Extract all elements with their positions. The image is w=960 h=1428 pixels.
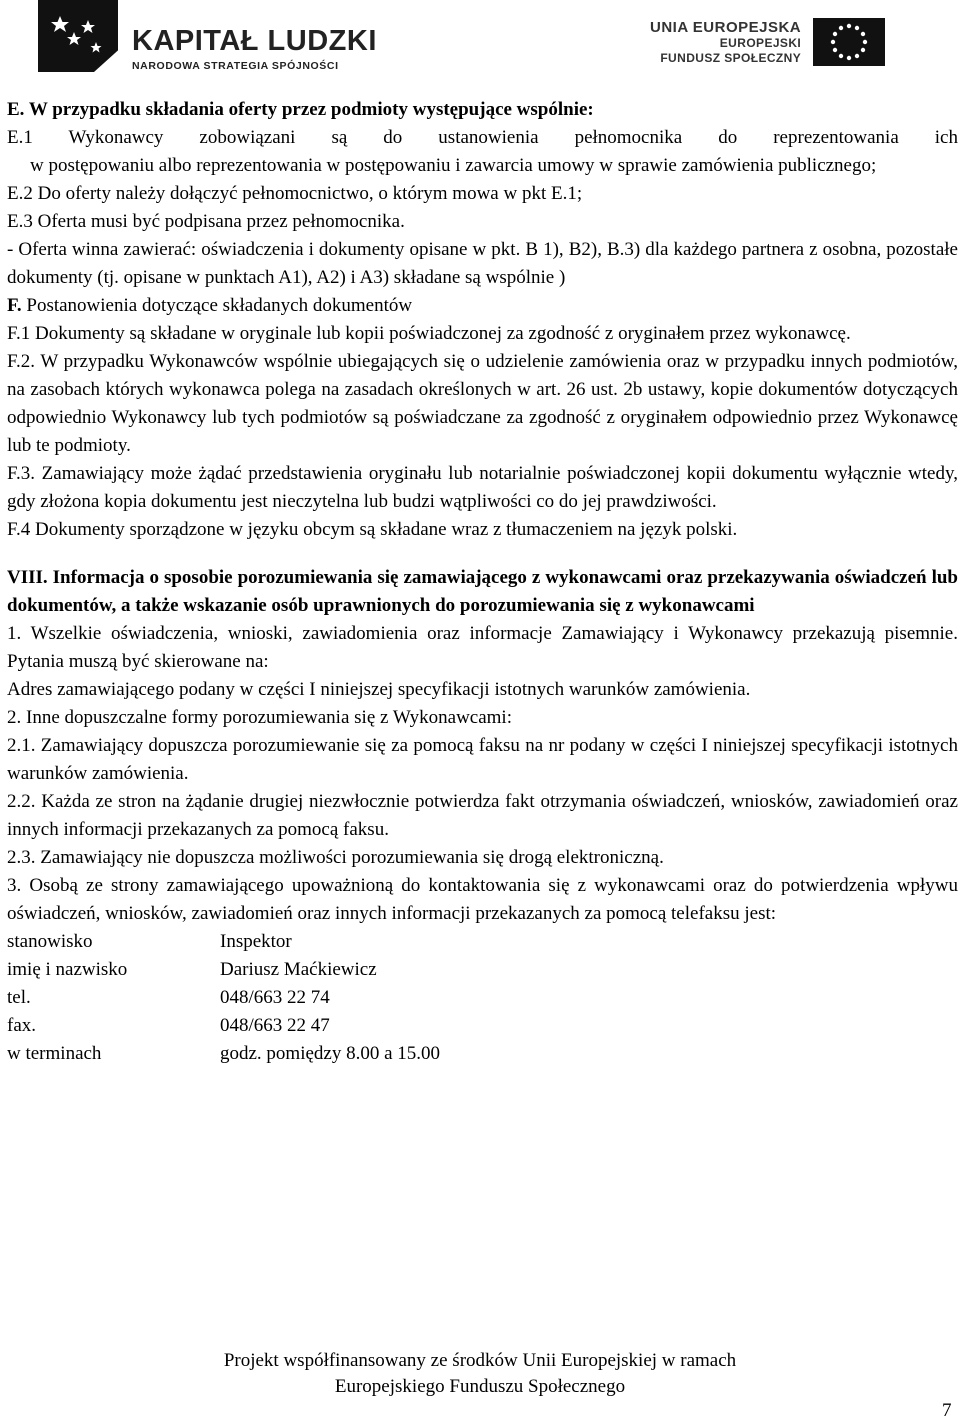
footer-line1: Projekt współfinansowany ze środków Unii Europejskiej w ramach [223,1350,737,1371]
contact-label: w terminach [7,1043,102,1064]
contact-label: stanowisko [7,931,93,952]
section-viii-heading: VIII. Informacja o sposobie porozumiewania się zamawiającego z wykonawcami oraz przekazywania oświadczeń lub dokumentów, a także wskazanie osób uprawnionych do porozumiewania się z wykonawcami [7,567,958,616]
e1-first-line: E.1 Wykonawcy zobowiązani są do ustanowienia pełnomocnika do reprezentowania ich [7,127,958,148]
f3-paragraph: F.3. Zamawiający może żądać przedstawienia oryginału lub notarialnie poświadczonej kopii dokumentu wyłącznie wtedy, gdy złożona kopia dokumentu jest nieczytelna lub budzi wątpliwości co do jej prawdziwości. [7,463,958,512]
viii-p23: 2.3. Zamawiający nie dopuszcza możliwości porozumiewania się drogą elektroniczną. [7,847,664,868]
viii-p3: 3. Osobą ze strony zamawiającego upoważnioną do kontaktowania się z wykonawcami oraz do potwierdzenia wpływu oświadczeń, wniosków, zawiadomień oraz innych informacji przekazanych za pomocą telefaksu jest: [7,875,958,924]
kapital-ludzki-subtitle: NARODOWA STRATEGIA SPÓJNOŚCI [132,60,339,72]
contact-label: tel. [7,987,31,1008]
e1-continuation: w postępowaniu albo reprezentowania w postępowaniu i zawarcia umowy w sprawie zamówienia publicznego; [30,155,877,176]
page-footer [0,1348,960,1400]
viii-p1: 1. Wszelkie oświadczenia, wnioski, zawiadomienia oraz informacje Zamawiający i Wykonawcy przekazują pisemnie. Pytania muszą być skierowane na: [7,623,958,672]
viii-p2: 2. Inne dopuszczalne formy porozumiewania się z Wykonawcami: [7,707,512,728]
ue-logo-line2: EUROPEJSKI [719,35,802,50]
kapital-ludzki-emblem-icon [38,0,118,72]
ue-logo-line3: FUNDUSZ SPOŁECZNY [660,50,802,65]
contact-row [7,1012,958,1040]
viii-p21: 2.1. Zamawiający dopuszcza porozumiewanie się za pomocą faksu na nr podany w części I niniejszej specyfikacji istotnych warunków zamówienia. [7,735,958,784]
kapital-ludzki-logo [38,0,377,72]
e2-paragraph: E.2 Do oferty należy dołączyć pełnomocnictwo, o którym mowa w pkt E.1; [7,183,583,204]
page-header [0,0,960,90]
section-f-heading [7,292,958,320]
contact-value: godz. pomiędzy 8.00 a 15.00 [220,1043,441,1064]
ue-efs-logo [650,18,885,66]
viii-p22: 2.2. Każda ze stron na żądanie drugiej niezwłocznie potwierdza fakt otrzymania oświadczeń, wniosków, zawiadomień oraz innych informacji przekazanych za pomocą faksu. [7,791,958,840]
eu-flag-icon [813,18,885,66]
contact-row [7,928,958,956]
f2-paragraph: F.2. W przypadku Wykonawców wspólnie ubiegających się o udzielenie zamówienia oraz w przypadku innych podmiotów, na zasobach których wykonawca polega na zasadach określonych w art. 26 ust. 2b ustawy, kopie dokumentów dotyczących odpowiednio Wykonawcy lub tych podmiotów są poświadczane za zgodność z oryginałem odpowiednio przez Wykonawcę lub te podmioty. [7,351,958,456]
e3-paragraph: E.3 Oferta musi być podpisana przez pełnomocnika. [7,211,405,232]
section-e-heading: E. W przypadku składania oferty przez podmioty występujące wspólnie: [7,99,594,120]
contact-row [7,956,958,984]
f4-paragraph: F.4 Dokumenty sporządzone w języku obcym są składane wraz z tłumaczeniem na język polski. [7,519,738,540]
contact-value: 048/663 22 74 [220,987,330,1008]
contact-label: imię i nazwisko [7,959,128,980]
section-f-title: Postanowienia dotyczące składanych dokumentów [21,295,413,316]
document-body [7,96,958,1068]
section-f-letter: F. [7,295,22,316]
contact-table [7,928,958,1068]
viii-p1-address: Adres zamawiającego podany w części I niniejszej specyfikacji istotnych warunków zamówienia. [7,679,751,700]
f1-paragraph: F.1 Dokumenty są składane w oryginale lub kopii poświadczonej za zgodność z oryginałem przez wykonawcę. [7,323,851,344]
e3-note: - Oferta winna zawierać: oświadczenia i dokumenty opisane w pkt. B 1), B2), B.3) dla każdego partnera z osobna, pozostałe dokumenty (tj. opisane w punktach A1), A2) i A3) składane są wspólnie ) [7,239,958,288]
contact-label: fax. [7,1015,37,1036]
page-number: 7 [942,1400,952,1421]
contact-value: Inspektor [220,931,292,952]
contact-row [7,984,958,1012]
contact-row [7,1040,958,1068]
kapital-ludzki-title: KAPITAŁ LUDZKI [132,25,377,57]
contact-value: Dariusz Maćkiewicz [220,959,377,980]
ue-logo-line1: UNIA EUROPEJSKA [650,18,802,36]
footer-line2: Europejskiego Funduszu Społecznego [334,1376,626,1397]
contact-value: 048/663 22 47 [220,1015,330,1036]
